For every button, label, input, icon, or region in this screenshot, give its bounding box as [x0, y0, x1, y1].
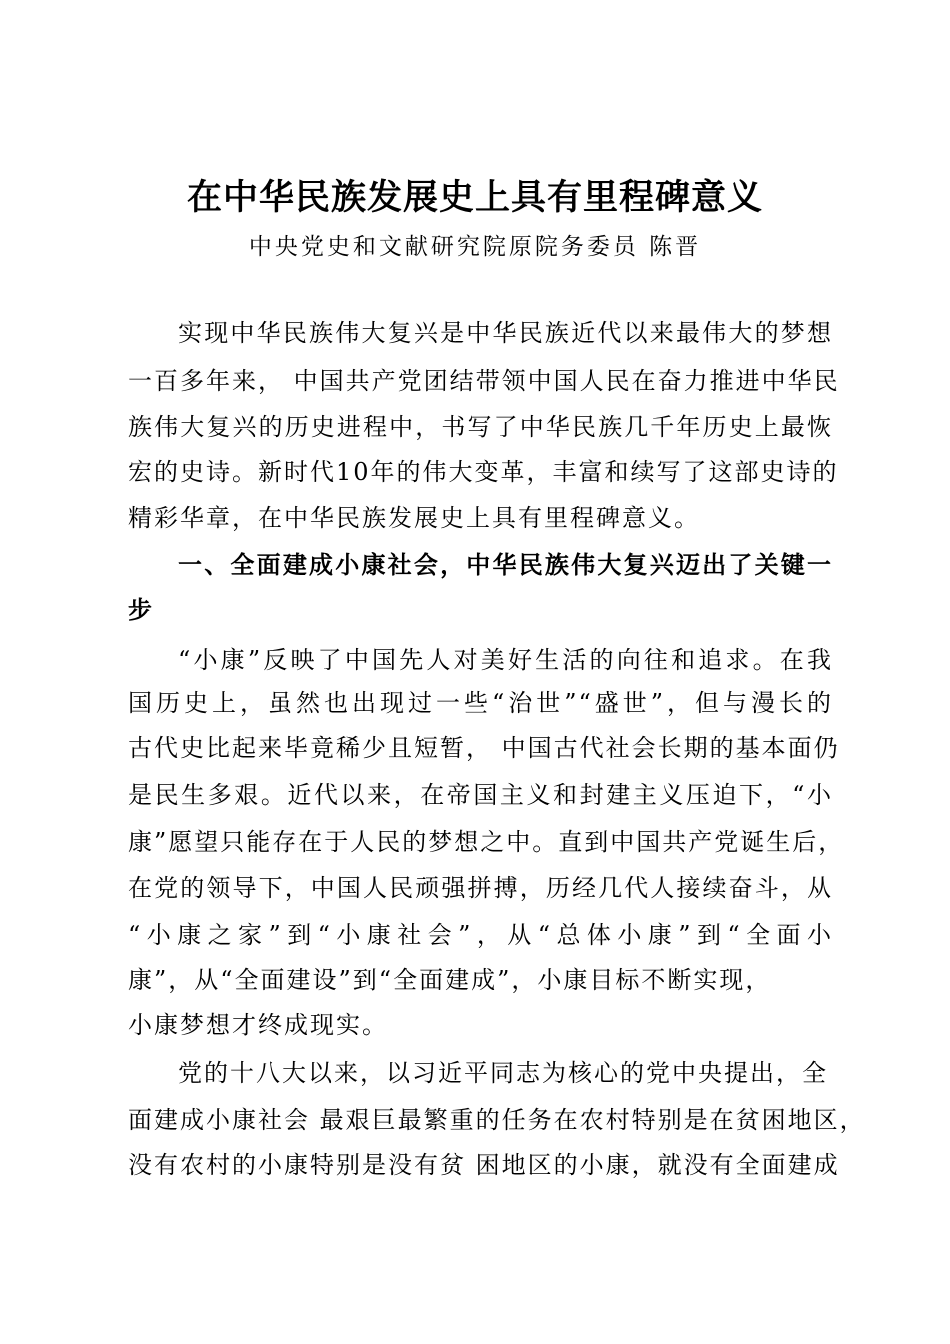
paragraph-line: 在党的领导下，中国人民顽强拼搏，历经几代人接续奋斗，从 [128, 874, 833, 902]
paragraph-line: 康”，从“全面建设”到“全面建成”，小康目标不断实现， [128, 966, 772, 994]
paragraph-line: 实现中华民族伟大复兴是中华民族近代以来最伟大的梦想 [178, 319, 833, 347]
paragraph-line: 古代史比起来毕竟稀少且短暂， 中国古代社会长期的基本面仍 [128, 734, 840, 762]
paragraph-line: 党的十八大以来，以习近平同志为核心的党中央提出，全 [178, 1059, 828, 1087]
section-heading-line: 步 [128, 596, 154, 624]
paragraph-line: 小康梦想才终成现实。 [128, 1011, 388, 1039]
paragraph-line: 一百多年来， 中国共产党团结带领中国人民在奋力推进中华民 [128, 367, 840, 395]
paragraph-line: 宏的史诗。新时代10年的伟大变革，丰富和续写了这部史诗的 [128, 458, 839, 486]
paragraph-line: “小康”反映了中国先人对美好生活的向往和追求。在我 [178, 646, 833, 674]
paragraph-line: 精彩华章，在中华民族发展史上具有里程碑意义。 [128, 504, 700, 532]
paragraph-line: 国历史上，虽然也出现过一些“治世”“盛世”，但与漫长的 [128, 689, 833, 717]
paragraph-line: 康”愿望只能存在于人民的梦想之中。直到中国共产党诞生后， [128, 828, 845, 856]
paragraph-line: 没有农村的小康特别是没有贫 困地区的小康，就没有全面建成 [128, 1151, 840, 1179]
document-title: 在中华民族发展史上具有里程碑意义 [186, 177, 763, 218]
section-heading-line: 一、全面建成小康社会，中华民族伟大复兴迈出了关键一 [178, 551, 833, 579]
paragraph-line: 是民生多艰。近代以来，在帝国主义和封建主义压迫下，“小 [128, 781, 833, 809]
paragraph-line: “小康之家”到“小康社会”，从“总体小康”到“全面小 [128, 921, 833, 949]
paragraph-line: 面建成小康社会 最艰巨最繁重的任务在农村特别是在贫困地区， [128, 1106, 866, 1134]
paragraph-line: 族伟大复兴的历史进程中，书写了中华民族几千年历史上最恢 [128, 413, 833, 441]
author-byline: 中央党史和文献研究院原院务委员 陈晋 [248, 234, 702, 260]
